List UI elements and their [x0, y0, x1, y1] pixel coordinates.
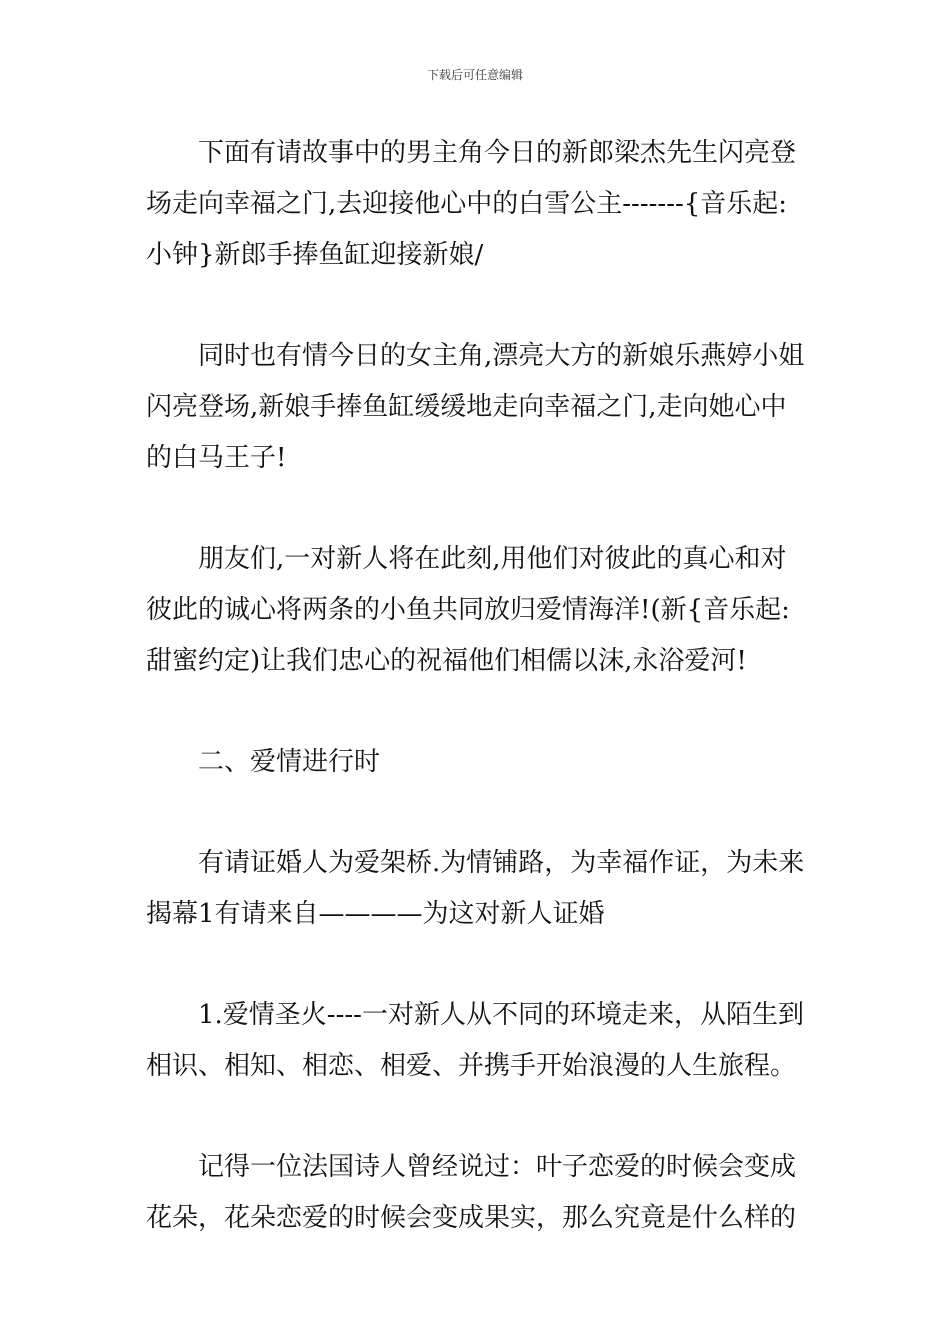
paragraph-spacer	[146, 788, 811, 838]
document-body	[146, 128, 811, 1244]
paragraph-poet-quote: 记得一位法国诗人曾经说过：叶子恋爱的时候会变成花朵，花朵恋爱的时候会变成果实，那么究竟是什么样的	[146, 1152, 797, 1233]
page-header-note: 下载后可任意编辑	[426, 68, 523, 82]
paragraph-spacer	[146, 687, 811, 737]
paragraph-love-flame: 1.爱情圣火----一对新人从不同的环境走来，从陌生到相识、相知、相恋、相爱、并携手开始浪漫的人生旅程。	[146, 1000, 804, 1081]
paragraph-witness: 有请证婚人为爱架桥.为情铺路，为幸福作证，为未来揭幕1有请来自————为这对新人证婚	[146, 848, 805, 929]
paragraph-spacer	[146, 281, 811, 331]
paragraph-spacer	[146, 484, 811, 534]
paragraph-groom-entrance: 下面有请故事中的男主角今日的新郎梁杰先生闪亮登场走向幸福之门,去迎接他心中的白雪公主-------{音乐起:小钟}新郎手捧鱼缸迎接新娘/	[146, 138, 797, 270]
paragraph-spacer	[146, 940, 811, 990]
section-heading-love-in-progress: 二、爱情进行时	[198, 747, 381, 777]
paragraph-spacer	[146, 1092, 811, 1142]
paragraph-bride-entrance: 同时也有情今日的女主角,漂亮大方的新娘乐燕婷小姐闪亮登场,新娘手捧鱼缸缓缓地走向幸福之门,走向她心中的白马王子!	[146, 341, 805, 473]
paragraph-fish-release: 朋友们,一对新人将在此刻,用他们对彼此的真心和对彼此的诚心将两条的小鱼共同放归爱情海洋!(新{音乐起:甜蜜约定)让我们忠心的祝福他们相儒以沫,永浴爱河!	[146, 544, 790, 676]
